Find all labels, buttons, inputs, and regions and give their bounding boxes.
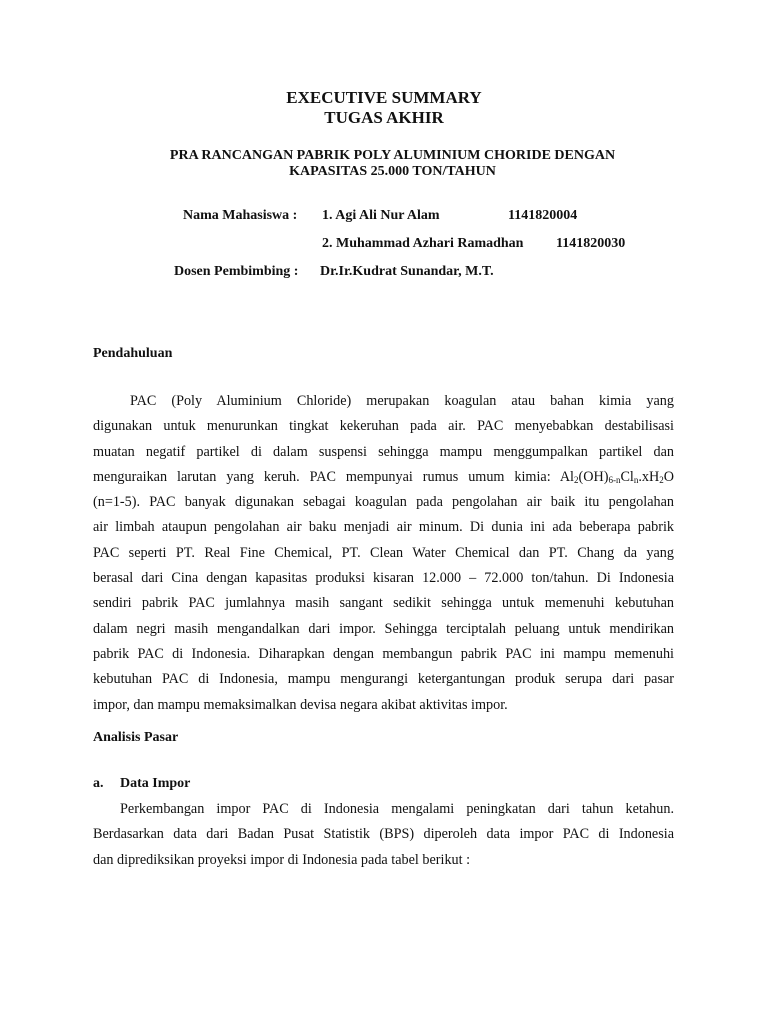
paragraph-line: sendiri pabrik PAC jumlahnya masih sangant sedikit sehingga untuk memenuhi kebutuhan	[93, 595, 674, 612]
paragraph-line: dalam negri masih mengandalkan dari impor. Sehingga terciptalah peluang untuk mendirikan	[93, 620, 674, 637]
paragraph-line: dan diprediksikan proyeksi impor di Indonesia pada tabel berikut :	[93, 851, 471, 868]
student-nim-2: 1141820030	[556, 236, 626, 251]
section-heading-analisis: Analisis Pasar	[93, 730, 179, 745]
doc-subtitle: TUGAS AKHIR	[324, 108, 444, 127]
paragraph-line: impor, dan mampu memaksimalkan devisa negara akibat aktivitas impor.	[93, 696, 508, 713]
paragraph-line: muatan negatif partikel di dalam suspensi sehingga mampu menggumpalkan partikel dan	[93, 443, 674, 460]
doc-title: EXECUTIVE SUMMARY	[286, 88, 482, 107]
student-nim-1: 1141820004	[508, 208, 578, 223]
paragraph-line: PAC seperti PT. Real Fine Chemical, PT. Clean Water Chemical dan PT. Chang da yang	[93, 544, 674, 561]
paragraph-line: berasal dari Cina dengan kapasitas produksi kisaran 12.000 – 72.000 ton/tahun. Di Indonesia	[93, 570, 674, 587]
paragraph-line: pabrik PAC di Indonesia. Diharapkan dengan membangun pabrik PAC ini mampu memenuhi	[93, 645, 674, 662]
subsection-marker: a.	[93, 776, 104, 791]
paragraph-line: air limbah ataupun pengolahan air baku menjadi air minum. Di dunia ini ada beberapa pabrik	[93, 519, 674, 536]
student-name-2: 2. Muhammad Azhari Ramadhan	[322, 236, 524, 251]
subsection-heading-data-impor: Data Impor	[120, 776, 191, 791]
paragraph-line: digunakan untuk menurunkan tingkat kekeruhan pada air. PAC menyebabkan destabilisasi	[93, 418, 674, 435]
supervisor-label: Dosen Pembimbing :	[174, 264, 299, 279]
paragraph-line: (n=1-5). PAC banyak digunakan sebagai koagulan pada pengolahan air baik itu pengolahan	[93, 494, 674, 511]
paragraph-line: kebutuhan PAC di Indonesia, mampu mengurangi ketergantungan produk serupa dari pasar	[93, 671, 674, 688]
paragraph-line: Perkembangan impor PAC di Indonesia mengalami peningkatan dari tahun ketahun.	[120, 801, 674, 817]
project-title-line2: KAPASITAS 25.000 TON/TAHUN	[289, 164, 496, 179]
section-heading-pendahuluan: Pendahuluan	[93, 346, 173, 361]
project-title-line1: PRA RANCANGAN PABRIK POLY ALUMINIUM CHORIDE DENGAN	[169, 148, 616, 163]
paragraph-line-formula	[93, 465, 674, 490]
supervisor-name: Dr.Ir.Kudrat Sunandar, M.T.	[320, 264, 494, 279]
chemical-formula: $Al_2(OH)_{6-n}Cl_n.xH_2O$	[559, 468, 674, 485]
paragraph-line: PAC (Poly Aluminium Chloride) merupakan koagulan atau bahan kimia yang	[130, 393, 674, 409]
paragraph-line-text: menguraikan larutan yang keruh. PAC mempunyai rumus umum kimia:	[93, 468, 551, 485]
analisis-paragraph	[93, 797, 674, 873]
student-name-1: 1. Agi Ali Nur Alam	[322, 208, 440, 223]
student-label: Nama Mahasiswa :	[183, 208, 298, 223]
pendahuluan-paragraph	[93, 389, 674, 718]
paragraph-line: Berdasarkan data dari Badan Pusat Statistik (BPS) diperoleh data impor PAC di Indonesia	[93, 826, 674, 843]
